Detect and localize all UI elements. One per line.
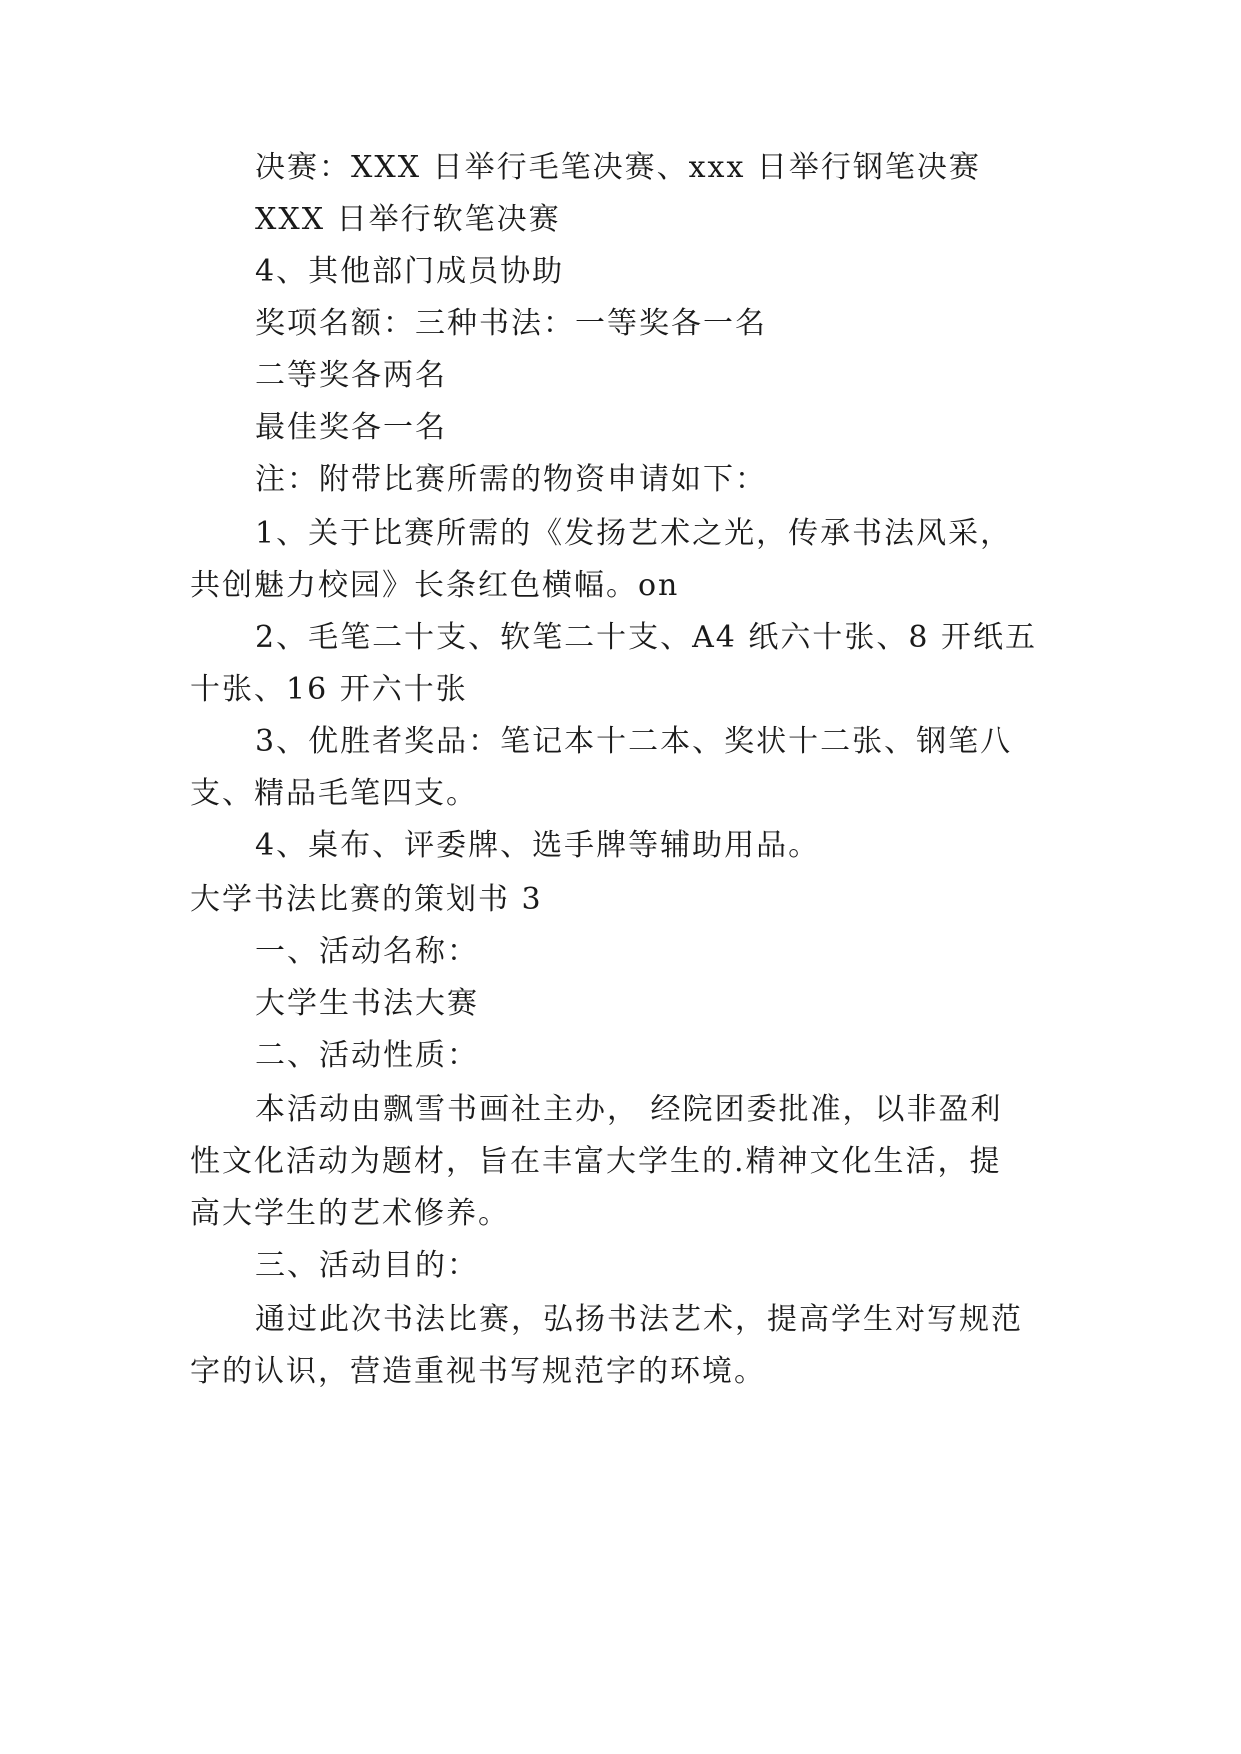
activity-purpose-line-2: 字的认识，营造重视书写规范字的环境。 bbox=[190, 1354, 766, 1389]
materials-item-2-line-2: 十张、16 开六十张 bbox=[190, 672, 468, 707]
activity-name-value: 大学生书法大赛 bbox=[255, 986, 479, 1021]
second-prize-line: 二等奖各两名 bbox=[255, 358, 447, 393]
materials-item-1-line-2: 共创魅力校园》长条红色横幅。on bbox=[190, 568, 680, 603]
materials-item-2-line-1: 2、毛笔二十支、软笔二十支、A4 纸六十张、8 开纸五 bbox=[255, 620, 1037, 655]
final-schedule-line: 决赛：XXX 日举行毛笔决赛、xxx 日举行钢笔决赛 bbox=[255, 150, 981, 185]
materials-item-3-line-2: 支、精品毛笔四支。 bbox=[190, 776, 478, 811]
activity-name-heading: 一、活动名称： bbox=[255, 934, 479, 969]
materials-note-line: 注：附带比赛所需的物资申请如下： bbox=[255, 462, 767, 497]
activity-purpose-heading: 三、活动目的： bbox=[255, 1248, 479, 1283]
materials-item-4-line: 4、桌布、评委牌、选手牌等辅助用品。 bbox=[255, 828, 821, 863]
activity-nature-line-2: 性文化活动为题材，旨在丰富大学生的.精神文化生活，提 bbox=[190, 1144, 1002, 1179]
activity-purpose-line-1: 通过此次书法比赛，弘扬书法艺术，提高学生对写规范 bbox=[255, 1302, 1023, 1337]
other-departments-line: 4、其他部门成员协助 bbox=[255, 254, 565, 289]
materials-item-3-line-1: 3、优胜者奖品：笔记本十二本、奖状十二张、钢笔八 bbox=[255, 724, 1013, 759]
activity-nature-heading: 二、活动性质： bbox=[255, 1038, 479, 1073]
activity-nature-line-3: 高大学生的艺术修养。 bbox=[190, 1196, 510, 1231]
best-prize-line: 最佳奖各一名 bbox=[255, 410, 447, 445]
final-schedule-line-2: XXX 日举行软笔决赛 bbox=[255, 202, 561, 237]
award-quota-line: 奖项名额：三种书法：一等奖各一名 bbox=[255, 306, 767, 341]
section-heading: 大学书法比赛的策划书 3 bbox=[190, 882, 543, 917]
materials-item-1-line-1: 1、关于比赛所需的《发扬艺术之光，传承书法风采， bbox=[255, 516, 1013, 551]
activity-nature-line-1: 本活动由飘雪书画社主办， 经院团委批准，以非盈利 bbox=[255, 1092, 1003, 1127]
